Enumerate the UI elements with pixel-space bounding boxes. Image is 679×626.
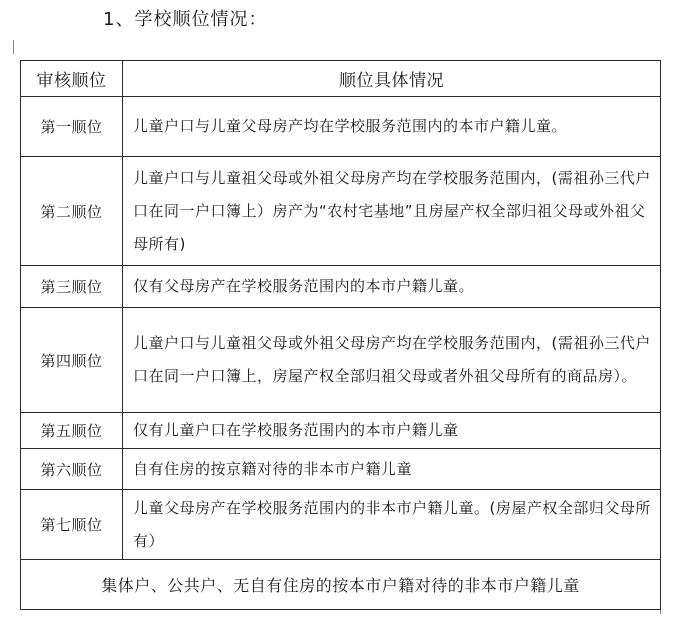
table-row xyxy=(21,308,661,413)
table-footer-row xyxy=(21,560,661,610)
rank-cell: 第一顺位 xyxy=(21,97,123,157)
table-row xyxy=(21,97,661,157)
detail-cell: 仅有父母房产在学校服务范围内的本市户籍儿童。 xyxy=(123,266,661,308)
detail-cell: 儿童户口与儿童祖父母或外祖父母房产均在学校服务范围内，(需祖孙三代户口在同一户口簿上，房屋产权全部归祖父母或者外祖父母所有的商品房）。 xyxy=(123,308,661,413)
table-row xyxy=(21,157,661,266)
rank-cell: 第四顺位 xyxy=(21,308,123,413)
footer-cell: 集体户、公共户、无自有住房的按本市户籍对待的非本市户籍儿童 xyxy=(21,560,661,610)
rank-cell: 第二顺位 xyxy=(21,157,123,266)
detail-cell: 儿童户口与儿童父母房产均在学校服务范围内的本市户籍儿童。 xyxy=(123,97,661,157)
rank-cell: 第三顺位 xyxy=(21,266,123,308)
table-header-row xyxy=(21,61,661,97)
rank-cell: 第六顺位 xyxy=(21,449,123,490)
detail-cell: 自有住房的按京籍对待的非本市户籍儿童 xyxy=(123,449,661,490)
rank-cell: 第五顺位 xyxy=(21,413,123,449)
table-row xyxy=(21,266,661,308)
header-detail: 顺位具体情况 xyxy=(123,61,661,97)
margin-mark xyxy=(13,40,14,54)
header-rank: 审核顺位 xyxy=(21,61,123,97)
table-row xyxy=(21,413,661,449)
detail-cell: 儿童户口与儿童祖父母或外祖父母房产均在学校服务范围内，(需祖孙三代户口在同一户口簿上）房产为“农村宅基地”且房屋产权全部归祖父母或外祖父母所有) xyxy=(123,157,661,266)
rank-cell: 第七顺位 xyxy=(21,490,123,560)
detail-cell: 儿童父母房产在学校服务范围内的非本市户籍儿童。(房屋产权全部归父母所有） xyxy=(123,490,661,560)
section-heading: 1、学校顺位情况： xyxy=(103,9,268,30)
school-rank-table xyxy=(20,60,661,610)
table-row xyxy=(21,449,661,490)
detail-cell: 仅有儿童户口在学校服务范围内的本市户籍儿童 xyxy=(123,413,661,449)
table-row xyxy=(21,490,661,560)
